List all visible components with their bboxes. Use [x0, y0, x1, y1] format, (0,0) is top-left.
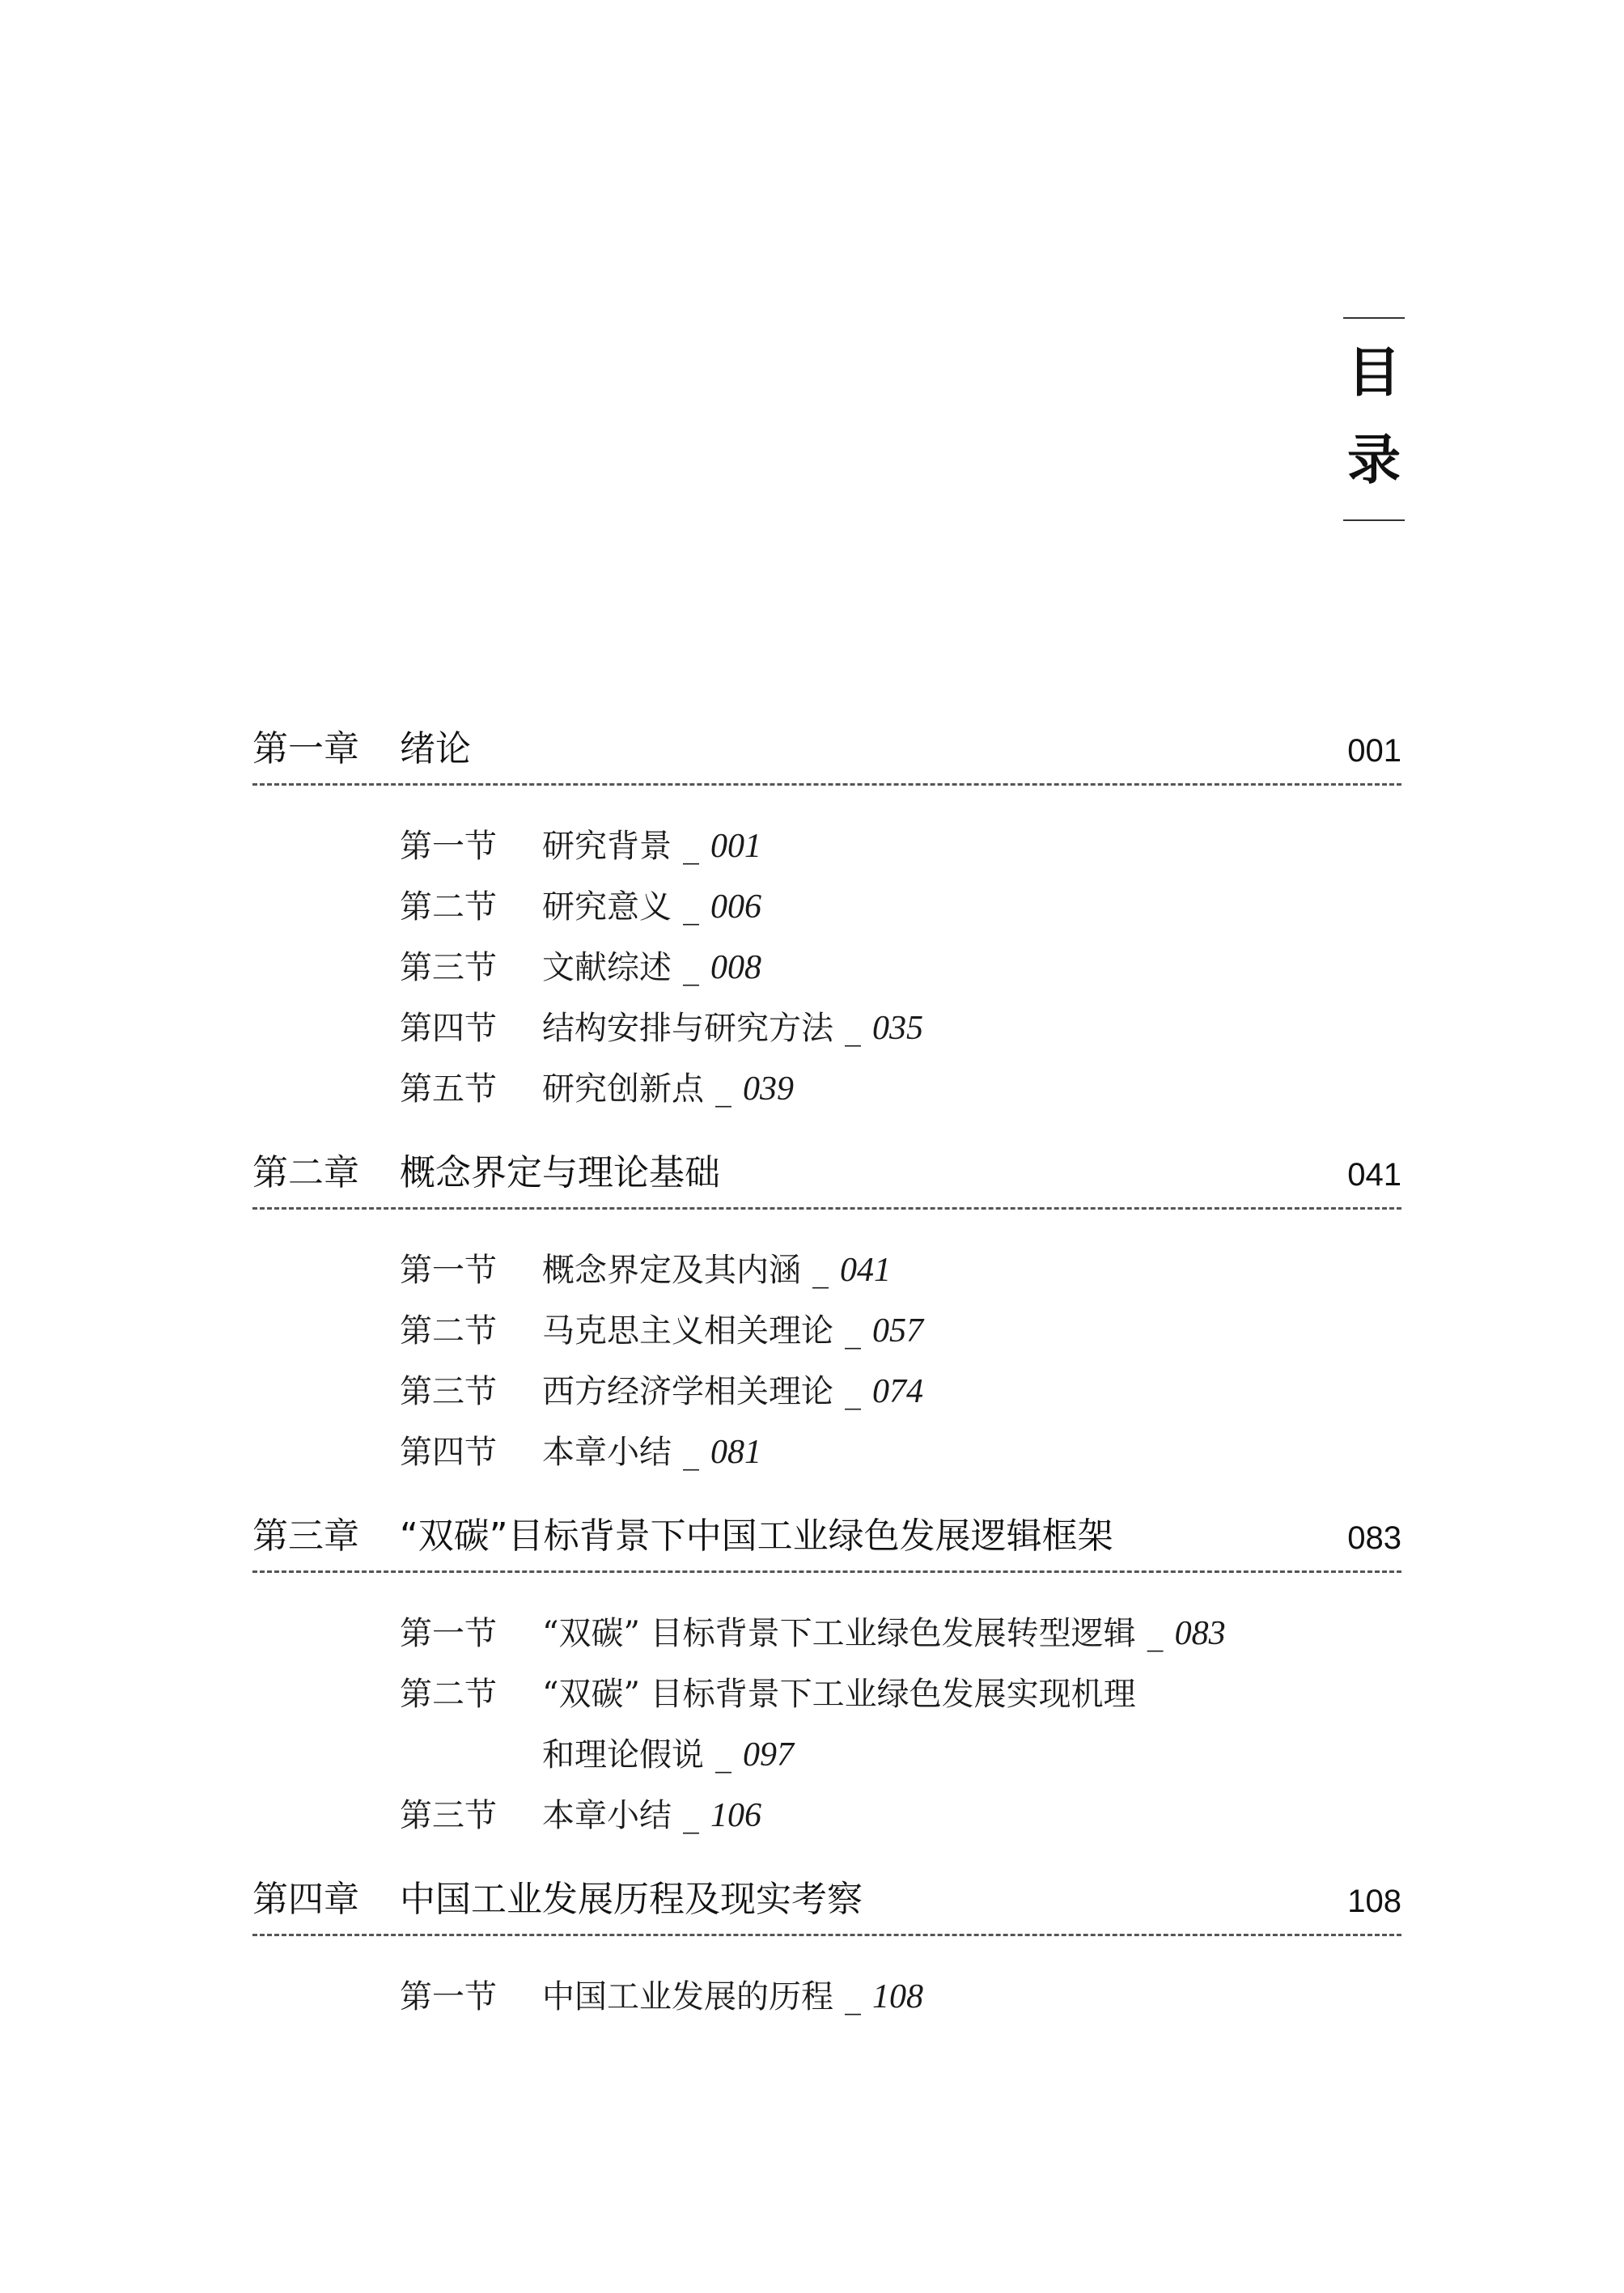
section-title: 研究意义 [542, 888, 672, 926]
section-page: 081 [710, 1434, 761, 1471]
section-title-wrap [542, 1664, 1392, 1786]
chapter-entry[interactable] [252, 712, 1401, 786]
section-number: 第二节 [400, 1676, 497, 1713]
section-entry[interactable] [252, 877, 1401, 938]
chapter-entry[interactable] [252, 1499, 1401, 1573]
section-title-continued: 和理论假说 [542, 1736, 704, 1774]
section-separator: _ [683, 949, 699, 986]
section-entry[interactable] [252, 1967, 1401, 2028]
section-entry[interactable] [252, 998, 1401, 1059]
section-number: 第四节 [400, 1010, 497, 1047]
section-title: 结构安排与研究方法 [542, 1010, 833, 1047]
section-number: 第三节 [400, 1373, 497, 1410]
section-list [252, 1210, 1401, 1499]
chapter-title: “双碳”目标背景下中国工业绿色发展逻辑框架 [400, 1515, 1113, 1557]
section-number: 第一节 [400, 828, 497, 865]
section-number: 第一节 [400, 1978, 497, 2015]
heading-rule-bottom [1343, 519, 1405, 521]
section-separator: _ [683, 828, 699, 865]
section-number: 第三节 [400, 1797, 497, 1834]
section-separator: _ [845, 1312, 861, 1350]
section-entry[interactable] [252, 816, 1401, 877]
section-title: 研究背景 [542, 828, 672, 865]
section-number: 第一节 [400, 1615, 497, 1652]
section-number: 第二节 [400, 888, 497, 926]
section-page: 041 [840, 1252, 891, 1289]
section-title: 中国工业发展的历程 [542, 1978, 833, 2015]
section-title: “双碳” 目标背景下工业绿色发展实现机理 [542, 1676, 1136, 1713]
section-separator: _ [845, 1978, 861, 2015]
section-title-wrap [542, 816, 1392, 877]
table-of-contents [252, 712, 1401, 2044]
section-title-wrap [542, 1786, 1392, 1846]
section-number: 第四节 [400, 1434, 497, 1471]
chapter-number: 第一章 [252, 728, 359, 769]
section-separator: _ [845, 1010, 861, 1047]
section-entry[interactable] [252, 938, 1401, 998]
section-page: 083 [1174, 1615, 1226, 1652]
section-entry[interactable] [252, 1240, 1401, 1301]
section-title: 概念界定及其内涵 [542, 1252, 801, 1289]
section-page: 097 [743, 1736, 794, 1774]
section-page: 039 [743, 1070, 794, 1108]
section-title-wrap [542, 877, 1392, 938]
section-separator: _ [715, 1736, 731, 1774]
chapter-title: 中国工业发展历程及现实考察 [400, 1879, 863, 1920]
section-separator: _ [1147, 1615, 1164, 1652]
section-entry[interactable] [252, 1664, 1401, 1786]
section-separator: _ [845, 1373, 861, 1410]
section-page: 106 [710, 1797, 761, 1834]
section-separator: _ [683, 888, 699, 926]
section-title: “双碳” 目标背景下工业绿色发展转型逻辑 [542, 1615, 1136, 1652]
section-title-wrap [542, 1967, 1392, 2028]
section-title: 本章小结 [542, 1797, 672, 1834]
section-page: 057 [872, 1312, 923, 1350]
section-title-wrap [542, 1604, 1392, 1664]
chapter-page: 001 [1347, 733, 1401, 769]
chapter-number: 第三章 [252, 1515, 359, 1557]
section-number: 第三节 [400, 949, 497, 986]
section-number: 第二节 [400, 1312, 497, 1350]
heading-char-lu: 录 [1347, 428, 1401, 491]
section-title: 文献综述 [542, 949, 672, 986]
section-title: 研究创新点 [542, 1070, 704, 1108]
section-entry[interactable] [252, 1422, 1401, 1483]
section-page: 035 [872, 1010, 923, 1047]
section-title-wrap [542, 1059, 1392, 1120]
section-page: 108 [872, 1978, 923, 2015]
section-title: 马克思主义相关理论 [542, 1312, 833, 1350]
heading-rule-top [1343, 317, 1405, 319]
section-page: 074 [872, 1373, 923, 1410]
section-title-wrap [542, 1362, 1392, 1422]
section-separator: _ [683, 1797, 699, 1834]
section-title: 西方经济学相关理论 [542, 1373, 833, 1410]
section-title-wrap [542, 1301, 1392, 1362]
toc-heading [1343, 317, 1405, 521]
chapter-title: 绪论 [400, 728, 471, 769]
section-list [252, 1936, 1401, 2044]
section-page: 001 [710, 828, 761, 865]
section-separator: _ [683, 1434, 699, 1471]
section-entry[interactable] [252, 1059, 1401, 1120]
chapter-number: 第四章 [252, 1879, 359, 1920]
section-title-wrap [542, 1240, 1392, 1301]
section-separator: _ [715, 1070, 731, 1108]
section-title: 本章小结 [542, 1434, 672, 1471]
heading-char-mu: 目 [1347, 341, 1401, 404]
chapter-page: 083 [1347, 1520, 1401, 1556]
section-number: 第一节 [400, 1252, 497, 1289]
chapter-entry[interactable] [252, 1863, 1401, 1936]
chapter-page: 108 [1347, 1884, 1401, 1919]
chapter-page: 041 [1347, 1157, 1401, 1193]
chapter-number: 第二章 [252, 1152, 359, 1193]
section-list [252, 786, 1401, 1136]
section-page: 008 [710, 949, 761, 986]
section-title-wrap [542, 938, 1392, 998]
chapter-entry[interactable] [252, 1136, 1401, 1210]
section-entry[interactable] [252, 1301, 1401, 1362]
section-number: 第五节 [400, 1070, 497, 1108]
section-list [252, 1573, 1401, 1863]
section-separator: _ [812, 1252, 829, 1289]
section-entry[interactable] [252, 1786, 1401, 1846]
section-entry[interactable] [252, 1604, 1401, 1664]
section-title-wrap [542, 998, 1392, 1059]
section-entry[interactable] [252, 1362, 1401, 1422]
section-title-wrap [542, 1422, 1392, 1483]
section-page: 006 [710, 888, 761, 926]
chapter-title: 概念界定与理论基础 [400, 1152, 720, 1193]
